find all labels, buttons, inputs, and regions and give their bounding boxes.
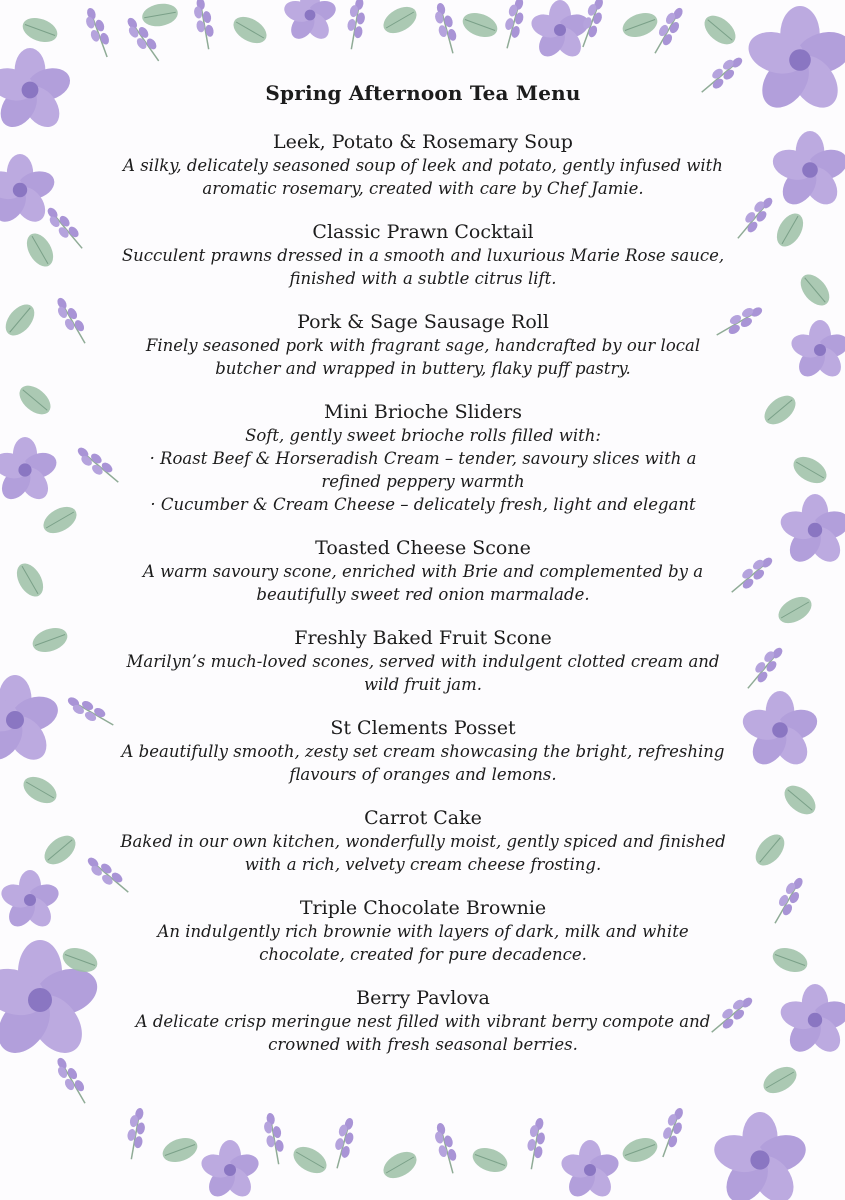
menu-item-description: Succulent prawns dressed in a smooth and luxurious Marie Rose sauce, finished with a subtle citrus lift. [121,246,725,288]
menu-item-name: Toasted Cheese Scone [315,537,531,559]
menu-item-name: St Clements Posset [330,717,516,739]
menu-item-option: · Roast Beef & Horseradish Cream – tender, savoury slices with a refined peppery warmth [149,449,697,491]
menu-item [118,310,728,380]
menu-item-name: Mini Brioche Sliders [323,401,522,423]
menu-item [118,626,728,696]
menu-title: Spring Afternoon Tea Menu [265,81,581,105]
menu-item-description: Marilyn’s much-loved scones, served with indulgent clotted cream and wild fruit jam. [126,652,720,694]
menu-item-name: Carrot Cake [364,807,482,829]
menu-item [118,896,728,966]
menu-item-description: A silky, delicately seasoned soup of leek and potato, gently infused with aromatic rosemary, created with care by Chef Jamie. [123,156,723,198]
menu-item-description: Finely seasoned pork with fragrant sage, handcrafted by our local butcher and wrapped in buttery, flaky puff pastry. [145,336,701,378]
menu-item [118,220,728,290]
bottom-garland [123,1105,810,1200]
menu-item [118,716,728,786]
menu-item-name: Pork & Sage Sausage Roll [297,311,549,333]
menu-item-name: Berry Pavlova [356,987,490,1009]
menu-item-name: Leek, Potato & Rosemary Soup [273,131,573,153]
menu-item-name: Freshly Baked Fruit Scone [294,627,552,649]
menu-item-description: An indulgently rich brownie with layers of dark, milk and white chocolate, created for pure decadence. [157,922,689,964]
menu-item-name: Classic Prawn Cocktail [312,221,534,243]
left-garland [0,154,133,1107]
menu-item-description: A delicate crisp meringue nest filled with vibrant berry compote and crowned with fresh seasonal berries. [135,1012,711,1054]
menu-item [118,536,728,606]
menu-content [118,78,728,1076]
menu-item-option: · Cucumber & Cream Cheese – delicately fresh, light and elegant [150,495,696,514]
menu-item-description: Baked in our own kitchen, wonderfully moist, gently spiced and finished with a rich, velvety cream cheese frosting. [120,832,726,874]
menu-item [118,130,728,200]
menu-item [118,400,728,516]
menu-item-description: A warm savoury scone, enriched with Brie and complemented by a beautifully sweet red onion marmalade. [142,562,704,604]
menu-item [118,806,728,876]
menu-item [118,986,728,1056]
menu-item-name: Triple Chocolate Brownie [299,897,547,919]
menu-item-description: A beautifully smooth, zesty set cream showcasing the bright, refreshing flavours of oranges and lemons. [121,742,725,784]
menu-item-description: Soft, gently sweet brioche rolls filled with: [245,426,601,445]
